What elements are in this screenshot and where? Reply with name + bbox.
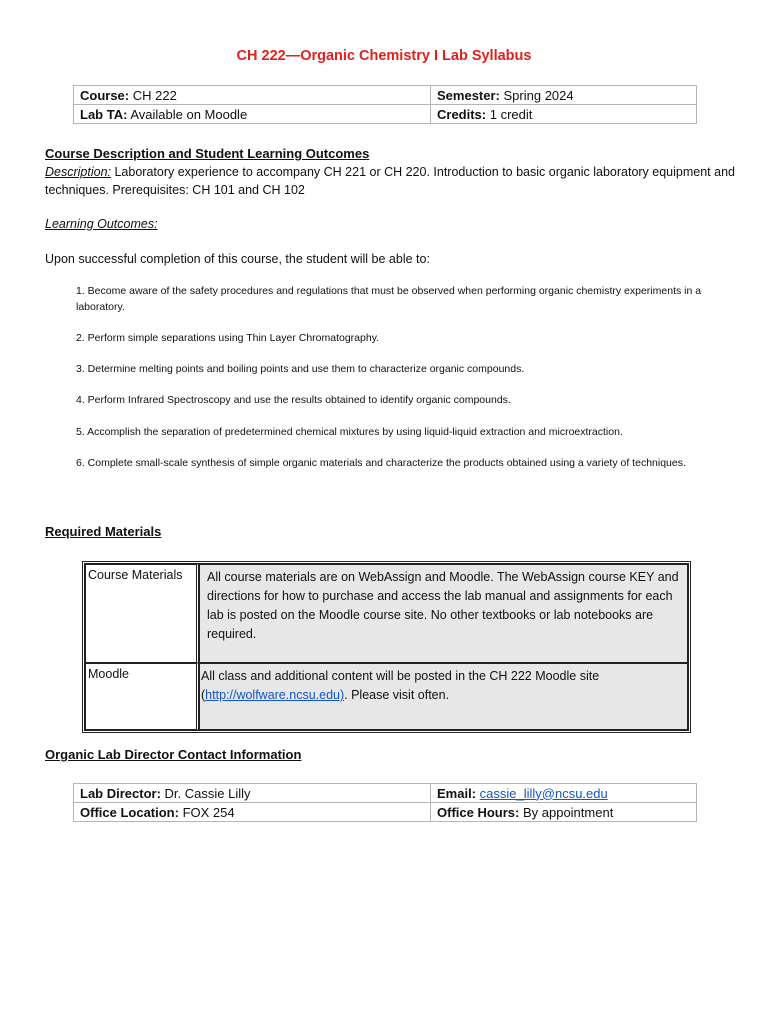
materials-table (82, 561, 691, 733)
office-value: FOX 254 (182, 804, 235, 820)
credits-cell (431, 105, 697, 124)
table-row (74, 803, 697, 822)
description-label: Description: (45, 165, 111, 179)
course-info-table (73, 85, 697, 124)
list-item: 2. Perform simple separations using Thin Layer Chromatography. (76, 332, 380, 344)
moodle-text (199, 663, 688, 730)
page-title: CH 222—Organic Chemistry I Lab Syllabus (236, 48, 532, 64)
course-value: CH 222 (132, 87, 177, 103)
contact-info-table (73, 783, 697, 822)
list-item: 5. Accomplish the separation of predetermined chemical mixtures by using liquid-liquid extraction and microextraction. (76, 426, 623, 438)
credits-value: 1 credit (489, 106, 533, 122)
description-paragraph (45, 163, 735, 199)
outcomes-intro: Upon successful completion of this course, the student will be able to: (45, 252, 430, 266)
outcomes-list (76, 283, 706, 471)
course-label: Course: (80, 87, 130, 103)
list-item: 6. Complete small-scale synthesis of simple organic materials and characterize the products obtained using a variety of techniques. (76, 457, 686, 469)
email-link[interactable]: cassie_lilly@ncsu.edu (479, 785, 608, 801)
semester-label: Semester: (437, 87, 500, 103)
list-item: 3. Determine melting points and boiling points and use them to characterize organic compounds. (76, 363, 525, 375)
table-row (85, 663, 688, 730)
moodle-text-after: . Please visit often. (344, 688, 450, 702)
table-row (85, 564, 688, 663)
semester-cell (431, 86, 697, 105)
semester-value: Spring 2024 (503, 87, 574, 103)
hours-value: By appointment (522, 804, 614, 820)
list-item: 1. Become aware of the safety procedures and regulations that must be observed when performing organic chemistry experiments in a laboratory. (76, 285, 702, 313)
director-label: Lab Director: (80, 785, 161, 801)
description-text: Laboratory experience to accompany CH 221 or CH 220. Introduction to basic organic laboratory equipment and techniques. Prerequisites: CH 101 and CH 102 (45, 165, 735, 197)
office-label: Office Location: (80, 804, 179, 820)
office-cell (74, 803, 431, 822)
hours-label: Office Hours: (437, 804, 520, 820)
director-value: Dr. Cassie Lilly (164, 785, 251, 801)
email-cell (431, 784, 697, 803)
course-materials-label: Course Materials (85, 564, 199, 663)
email-label: Email: (437, 785, 477, 801)
moodle-text-before: All class and additional content will be posted in the CH 222 Moodle site ( (201, 669, 600, 702)
outcomes-label: Learning Outcomes: (45, 217, 158, 231)
description-heading: Course Description and Student Learning Outcomes (45, 146, 370, 161)
course-materials-text: All course materials are on WebAssign and Moodle. The WebAssign course KEY and directions for how to purchase and access the lab manual and assignments for each lab is posted on the Moodle course site. No other textbooks or lab notebooks are required. (199, 564, 688, 663)
director-cell (74, 784, 431, 803)
hours-cell (431, 803, 697, 822)
ta-label: Lab TA: (80, 106, 128, 122)
credits-label: Credits: (437, 106, 487, 122)
ta-value: Available on Moodle (130, 106, 248, 122)
materials-heading: Required Materials (45, 524, 162, 539)
course-cell (74, 86, 431, 105)
contact-heading: Organic Lab Director Contact Information (45, 747, 302, 762)
moodle-label: Moodle (85, 663, 199, 730)
list-item: 4. Perform Infrared Spectroscopy and use the results obtained to identify organic compounds. (76, 394, 511, 406)
moodle-link[interactable]: http://wolfware.ncsu.edu) (205, 688, 345, 702)
ta-cell (74, 105, 431, 124)
table-row (74, 784, 697, 803)
learning-outcomes-label (45, 215, 735, 233)
table-row (74, 105, 697, 124)
table-row (74, 86, 697, 105)
